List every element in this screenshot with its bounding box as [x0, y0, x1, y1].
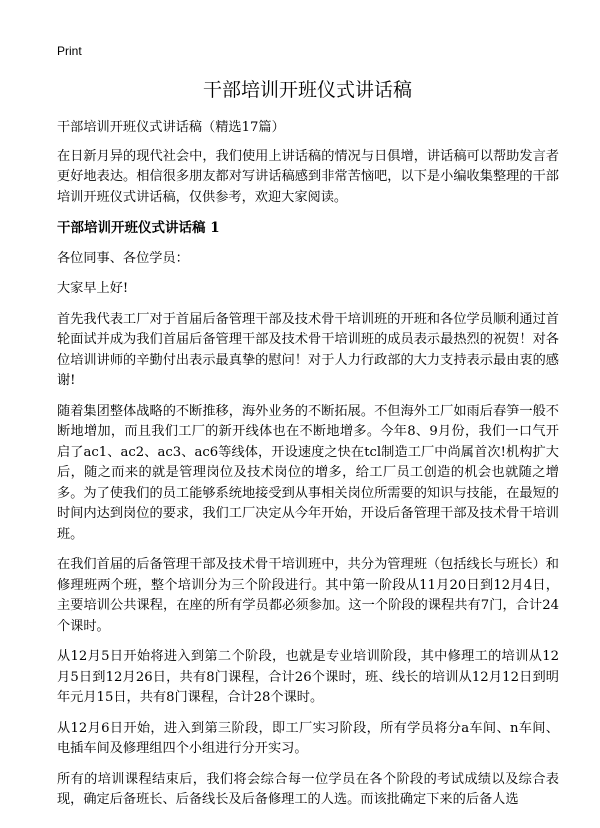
- body-paragraph: 从12月6日开始，进入到第三阶段，即工厂实习阶段，所有学员将分a车间、n车间、电插车间及修理组四个小组进行分开实习。: [57, 720, 559, 756]
- body-paragraph: 所有的培训课程结束后，我们将会综合每一位学员在各个阶段的考试成绩以及综合表现，确定后备班长、后备线长及后备修理工的人选。而该批确定下来的后备人选: [57, 771, 559, 807]
- body-paragraph: 在我们首届的后备管理干部及技术骨干培训班中，共分为管理班（包括线长与班长）和修理班两个班，整个培训分为三个阶段进行。其中第一阶段从11月20日到12月4日，主要培训公共课程，在座的所有学员都必须参加。这一个阶段的课程共有7门，合计24个课时。: [57, 557, 559, 634]
- body-paragraph: 随着集团整体战略的不断推移，海外业务的不断拓展。不但海外工厂如雨后春笋一般不断地增加，而且我们工厂的新开线体也在不断地增多。今年8、9月份，我们一口气开启了ac1、ac2、ac3、ac6等线体，开设速度之快在tcl制造工厂中尚属首次!机构扩大后，随之而来的就是管理岗位及技术岗位的增多，给工厂员工创造的机会也就随之增多。为了使我们的员工能够系统地接受到从事相关岗位所需要的知识与技能，在最短的时间内达到岗位的要求，我们工厂决定从今年开始，开设后备管理干部及技术骨干培训班。: [57, 403, 559, 542]
- intro-paragraph: 在日新月异的现代社会中，我们使用上讲话稿的情况与日俱增，讲话稿可以帮助发言者更好地表达。相信很多朋友都对写讲话稿感到非常苦恼吧，以下是小编收集整理的干部培训开班仪式讲话稿，仅供参考，欢迎大家阅读。: [57, 148, 559, 205]
- document-body: [57, 118, 559, 821]
- body-paragraph: 从12月5日开始将进入到第二个阶段，也就是专业培训阶段，其中修理工的培训从12月5日到12月26日，共有8门课程，合计26个课时，班、线长的培训从12月12日到明年元月15日，共有8门课程，合计28个课时。: [57, 649, 559, 705]
- print-link[interactable]: Print: [57, 44, 82, 58]
- document-subtitle: 干部培训开班仪式讲话稿（精选17篇）: [57, 120, 285, 135]
- greeting-paragraph: 大家早上好!: [57, 281, 129, 296]
- section-heading: 干部培训开班仪式讲话稿 1: [57, 220, 220, 236]
- salutation-paragraph: 各位同事、各位学员：: [57, 250, 189, 266]
- document-title: 干部培训开班仪式讲话稿: [202, 79, 412, 101]
- body-paragraph: 首先我代表工厂对于首届后备管理干部及技术骨干培训班的开班和各位学员顺利通过首轮面试并成为我们首届后备管理干部及技术骨干培训班的成员表示最热烈的祝贺！对各位培训讲师的辛勤付出表示最真挚的慰问！对于人力行政部的大力支持表示最由衷的感谢!: [57, 311, 559, 388]
